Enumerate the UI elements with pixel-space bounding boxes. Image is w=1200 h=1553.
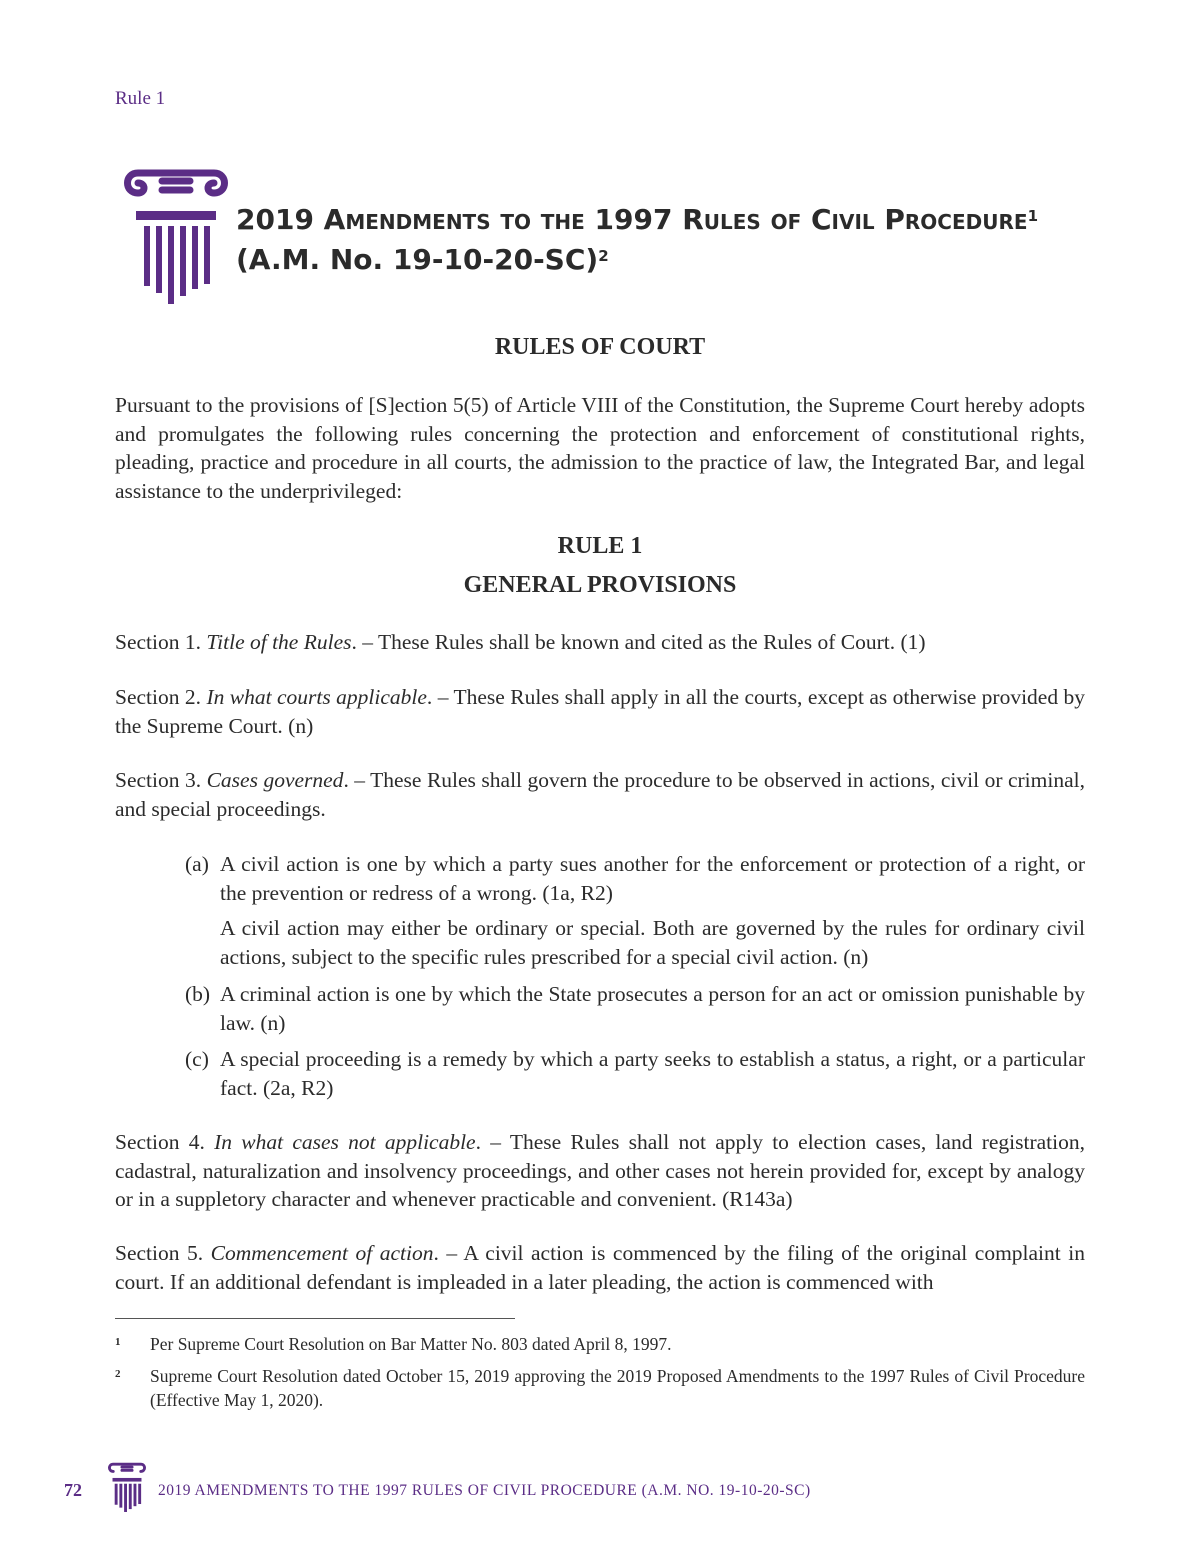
list-item (185, 1045, 1085, 1102)
footnote-marker: 1 (115, 1336, 121, 1348)
section-5 (115, 1239, 1085, 1296)
footer-column-icon (106, 1460, 148, 1518)
rules-of-court-heading: RULES OF COURT (494, 334, 706, 360)
footnote-text: Supreme Court Resolution dated October 15, 2019 approving the 2019 Proposed Amendments to the 1997 Rules of Civil Procedure (Effective May 1, 2020). (150, 1366, 1085, 1410)
footnote-text: Per Supreme Court Resolution on Bar Matter No. 803 dated April 8, 1997. (150, 1334, 672, 1354)
section-label: Section 1. (115, 630, 201, 654)
footnote-divider (115, 1318, 515, 1319)
document-title (236, 200, 1116, 280)
ionic-column-icon (118, 163, 234, 313)
section-text: . – These Rules shall be known and cited as the Rules of Court. (1) (351, 630, 926, 654)
rule-number-heading: RULE 1 (557, 533, 643, 559)
section-label: Section 2. (115, 685, 202, 709)
section-title: In what cases not applicable (214, 1130, 476, 1154)
list-item (185, 850, 1085, 907)
title-line-1: 2019 Amendments to the 1997 Rules of Civil Procedure (236, 203, 1028, 236)
list-item-label: (b) (185, 982, 211, 1006)
list-item-text: A special proceeding is a remedy by which a party seeks to establish a status, a right, or a particular fact. (2a, R2) (220, 1047, 1085, 1100)
section-1 (115, 628, 1085, 657)
section-text: . – These Rules shall not apply to election cases, land registration, cadastral, naturalization and insolvency proceedings, and other cases not herein provided for, except by analogy or in a suppletory character and whenever practicable and convenient. (R143a) (115, 1130, 1085, 1211)
section-title: In what courts applicable (206, 685, 427, 709)
title-line-2: (A.M. No. 19-10-20-SC) (236, 243, 599, 276)
section-label: Section 5. (115, 1241, 204, 1265)
section-2 (115, 683, 1085, 740)
list-item (185, 980, 1085, 1037)
section-label: Section 3. (115, 768, 202, 792)
running-footer-title: 2019 AMENDMENTS TO THE 1997 RULES OF CIVIL PROCEDURE (A.M. NO. 19-10-20-SC) (158, 1482, 811, 1499)
running-header: Rule 1 (115, 88, 166, 109)
section-title: Title of the Rules (206, 630, 352, 654)
list-item-continuation: A civil action may either be ordinary or special. Both are governed by the rules for ordinary civil actions, subject to the specific rules prescribed for a special civil action. (n) (220, 916, 1085, 969)
footnote-ref-2[interactable]: 2 (598, 247, 609, 265)
list-item-label: (a) (185, 852, 209, 876)
page-number: 72 (64, 1480, 82, 1500)
section-title: Cases governed (206, 768, 344, 792)
section-4 (115, 1128, 1085, 1214)
rule-name-heading: GENERAL PROVISIONS (463, 572, 737, 598)
section-label: Section 4. (115, 1130, 205, 1154)
section-title: Commencement of action (210, 1241, 434, 1265)
list-item-text: A criminal action is one by which the State prosecutes a person for an act or omission punishable by law. (n) (220, 982, 1085, 1035)
list-item-label: (c) (185, 1047, 209, 1071)
footnote-marker: 2 (115, 1368, 121, 1380)
footnote-2 (115, 1364, 1085, 1412)
list-item-text: A civil action is one by which a party sues another for the enforcement or protection of a right, or the prevention or redress of a wrong. (1a, R2) (220, 852, 1085, 905)
section-text: . – A civil action is commenced by the filing of the original complaint in court. If an additional defendant is impleaded in a later pleading, the action is commenced with (115, 1241, 1085, 1294)
footnote-1 (115, 1332, 1085, 1356)
footnote-ref-1[interactable]: 1 (1027, 207, 1038, 225)
section-text: . – These Rules shall apply in all the courts, except as otherwise provided by the Supreme Court. (n) (115, 685, 1086, 738)
section-3 (115, 766, 1085, 823)
intro-paragraph: Pursuant to the provisions of [S]ection 5(5) of Article VIII of the Constitution, the Supreme Court hereby adopts and promulgates the following rules concerning the protection and enforcement of constitutional rights, pleading, practice and procedure in all courts, the admission to the practice of law, the Integrated Bar, and legal assistance to the underprivileged: (115, 393, 1085, 503)
section-text: . – These Rules shall govern the procedure to be observed in actions, civil or criminal, and special proceedings. (115, 768, 1085, 821)
